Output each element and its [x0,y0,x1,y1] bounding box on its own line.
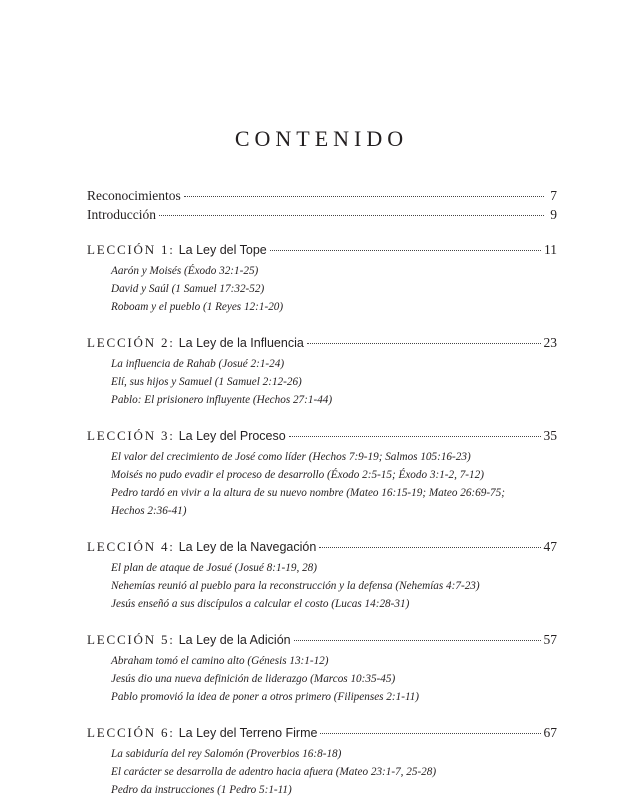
reading-item: Pablo: El prisionero influyente (Hechos 27:1-44) [111,394,333,406]
lesson-readings [111,559,557,613]
lesson-label: LECCIÓN 4: [87,539,175,554]
lesson-block-1 [87,240,557,316]
reading-item: Pedro da instrucciones (1 Pedro 5:1-11) [111,784,292,796]
toc-page-number: 57 [543,632,557,647]
reading-item: La influencia de Rahab (Josué 2:1-24) [111,358,285,370]
toc-entry-lesson-3[interactable] [87,426,557,446]
dot-leader [184,196,544,197]
toc-entry-label: Introducción [87,207,156,222]
toc-page-number: 7 [550,188,557,203]
dot-leader [320,733,540,734]
toc-entry-introduccion[interactable] [87,205,557,224]
reading-item: Moisés no pudo evadir el proceso de desarrollo (Éxodo 2:5-15; Éxodo 3:1-2, 7-12) [111,469,484,481]
reading-item: Aarón y Moisés (Éxodo 32:1-25) [111,265,259,277]
reading-item: Nehemías reunió al pueblo para la reconstrucción y la defensa (Nehemías 4:7-23) [111,580,480,592]
reading-item: Abraham tomó el camino alto (Génesis 13:1-12) [111,655,329,667]
lesson-readings [111,448,557,520]
lesson-block-5 [87,630,557,706]
lesson-title: La Ley de la Influencia [178,336,304,350]
lesson-title: La Ley del Terreno Firme [178,726,318,740]
reading-item: La sabiduría del rey Salomón (Proverbios 16:8-18) [111,748,342,760]
lesson-title: La Ley del Proceso [178,429,286,443]
toc-entry-lesson-4[interactable] [87,537,557,557]
lesson-block-4 [87,537,557,613]
reading-item: El valor del crecimiento de José como líder (Hechos 7:9-19; Salmos 105:16-23) [111,451,471,463]
toc-page-number: 9 [550,207,557,222]
reading-item: Pedro tardó en vivir a la altura de su nuevo nombre (Mateo 16:15-19; Mateo 26:69-75; [111,487,505,499]
lesson-label: LECCIÓN 2: [87,335,175,350]
dot-leader [270,250,541,251]
reading-item: Elí, sus hijos y Samuel (1 Samuel 2:12-26) [111,376,302,388]
dot-leader [289,436,541,437]
lesson-block-2 [87,333,557,409]
toc-entry-label: Reconocimientos [87,188,181,203]
lesson-title: La Ley de la Navegación [178,540,317,554]
toc-page-number: 35 [543,428,557,443]
dot-leader [307,343,541,344]
reading-item: Pablo promovió la idea de poner a otros primero (Filipenses 2:1-11) [111,691,420,703]
lessons-list [87,240,557,799]
toc-page-number: 11 [544,242,557,257]
toc-entry-lesson-1[interactable] [87,240,557,260]
lesson-block-6 [87,723,557,799]
toc-entry-reconocimientos[interactable] [87,186,557,205]
toc-page-number: 47 [543,539,557,554]
lesson-block-3 [87,426,557,520]
reading-item: Hechos 2:36-41) [111,505,187,517]
dot-leader [294,640,541,641]
reading-item: Roboam y el pueblo (1 Reyes 12:1-20) [111,301,284,313]
toc-entry-lesson-2[interactable] [87,333,557,353]
dot-leader [159,215,544,216]
lesson-readings [111,355,557,409]
page-title: CONTENIDO [234,126,409,151]
reading-item: Jesús dio una nueva definición de liderazgo (Marcos 10:35-45) [111,673,396,685]
reading-item: El plan de ataque de Josué (Josué 8:1-19, 28) [111,562,317,574]
lesson-label: LECCIÓN 1: [87,242,175,257]
toc-page-number: 23 [543,335,557,350]
dot-leader [319,547,540,548]
table-of-contents [87,186,557,799]
lesson-title: La Ley del Tope [178,243,267,257]
toc-entry-lesson-6[interactable] [87,723,557,743]
reading-item: El carácter se desarrolla de adentro hacia afuera (Mateo 23:1-7, 25-28) [111,766,437,778]
lesson-readings [111,745,557,799]
reading-item: David y Saúl (1 Samuel 17:32-52) [111,283,265,295]
toc-entry-lesson-5[interactable] [87,630,557,650]
lesson-label: LECCIÓN 3: [87,428,175,443]
lesson-title: La Ley de la Adición [178,633,291,647]
lesson-label: LECCIÓN 5: [87,632,175,647]
lesson-label: LECCIÓN 6: [87,725,175,740]
lesson-readings [111,652,557,706]
lesson-readings [111,262,557,316]
reading-item: Jesús enseñó a sus discípulos a calcular el costo (Lucas 14:28-31) [111,598,410,610]
toc-page-number: 67 [543,725,557,740]
